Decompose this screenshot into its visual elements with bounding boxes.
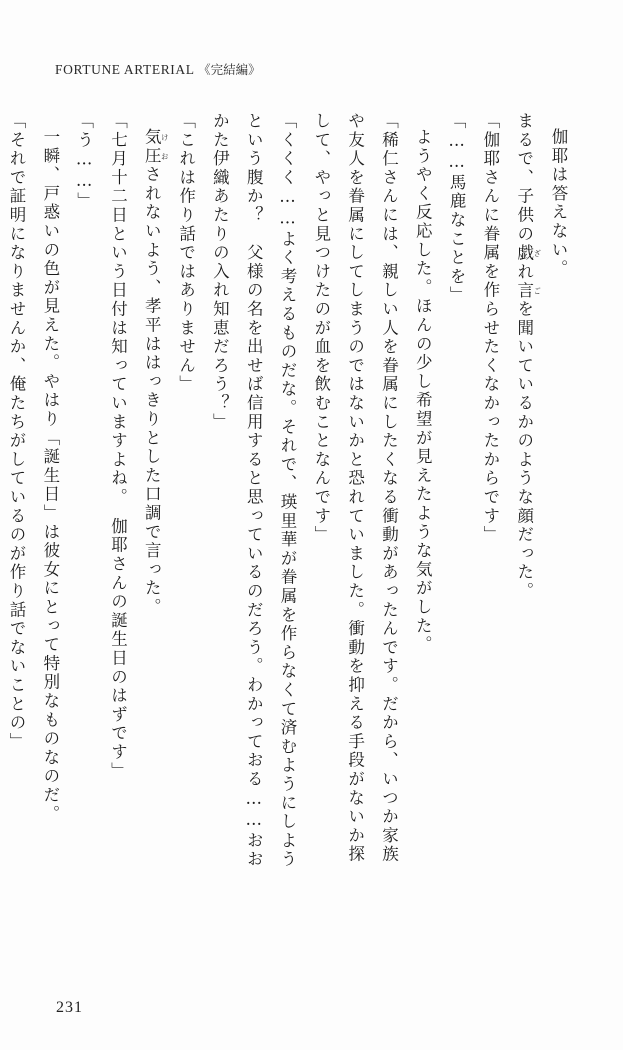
paragraph: 「これは作り話ではありません」: [176, 112, 196, 394]
body-text: [7, 112, 575, 872]
paragraph: 「稀仁さんには、親しい人を眷属にしたくなる衝動があったんです。だから、いつか家族や友人を眷属にしてしまうのではないかと恐れていました。衝動を抑える手段がないか探して、やっと見つけたのが血を飲むことなんです」: [311, 112, 399, 864]
paragraph: 「う……」: [74, 112, 94, 211]
volume-label: 《完結編》: [198, 62, 261, 77]
paragraph: まるで、子供の戯れ言 ざ ごを聞いているかのような顔だった。: [514, 112, 542, 601]
paragraph: 気圧 けおされないよう、孝平ははっきりとした口調で言った。: [142, 128, 170, 617]
series-title: FORTUNE ARTERIAL: [55, 62, 195, 77]
paragraph: 伽耶は答えない。: [549, 128, 568, 279]
paragraph: 「七月十二日という日付は知っていますよね。 伽耶さんの誕生日のはずです」: [108, 112, 128, 781]
paragraph: 「……馬鹿なことを」: [447, 112, 467, 305]
paragraph: 「くくく……よく考えるものだな。それで、瑛里華が眷属を作らなくて済むようにしようという腹か？ 父様の名を出せば信用すると思っているのだろう。わかっておる……おおかた伊織あたりの入れ知恵だろう？」: [210, 112, 297, 869]
paragraph: 「伽耶さんに眷属を作らせたくなかったからです」: [480, 112, 500, 545]
paragraph: ようやく反応した。ほんの少し希望が見えたような気がした。: [413, 128, 433, 655]
page-number: 231: [56, 999, 83, 1016]
running-header: [55, 60, 261, 78]
paragraph: 「それで証明になりませんか、俺たちがしているのが作り話でないことの」: [7, 112, 26, 752]
paragraph: 一瞬、戸惑いの色が見えた。やはり「誕生日」は彼女にとって特別なものなのだ。: [40, 128, 60, 824]
